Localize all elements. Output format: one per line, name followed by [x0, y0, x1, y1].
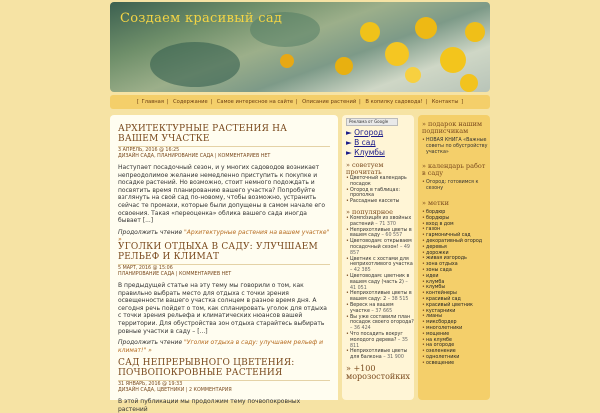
- post-2: [118, 243, 330, 354]
- post-comments[interactable]: 2 КОММЕНТАРИЯ: [188, 388, 232, 393]
- popular-item[interactable]: • Неприхотливые цветы в вашем саду – 60 557: [342, 228, 414, 240]
- tag-link[interactable]: • красивый цветник: [418, 303, 490, 309]
- gift-item[interactable]: • НОВАЯ КНИГА «Важные советы по обустройству участка»: [418, 138, 490, 155]
- tag-link[interactable]: • дорожки: [418, 251, 490, 257]
- nav-item-tips[interactable]: В копилку садовода! |: [365, 99, 428, 105]
- tag-link[interactable]: • миксбордер: [418, 320, 490, 326]
- post-comments[interactable]: КОММЕНТАРИЕВ НЕТ: [179, 272, 232, 277]
- widget-title-gift: » подарок нашим подписчикам: [422, 120, 483, 135]
- post-meta: 31 ЯНВАРЬ, 2016 @ 19:33 ДИЗАЙН САДА, ЦВЕТНИКИ | 2 КОММЕНТАРИЯ: [118, 380, 330, 394]
- tag-link[interactable]: • зоны сада: [418, 268, 490, 274]
- tag-link[interactable]: • на огороде: [418, 343, 490, 349]
- header-banner: [110, 2, 490, 92]
- post-meta: 3 АПРЕЛЬ, 2016 @ 16:25 ДИЗАЙН САДА, ПЛАНИРОВАНИЕ САДА | КОММЕНТАРИЕВ НЕТ: [118, 146, 330, 160]
- tag-link[interactable]: • идеи: [418, 274, 490, 280]
- post-categories[interactable]: ПЛАНИРОВАНИЕ САДА: [118, 272, 175, 277]
- tag-link[interactable]: • озеленение: [418, 349, 490, 355]
- tag-list: [418, 210, 490, 367]
- post-excerpt: В предыдущей статье на эту тему мы говорили о том, как правильно выбрать место для отдыха с точки зрения освещенности вашего участка солнцем в разное время дня. А сегодня речь пойдет о том, как спланировать уголок для отдыха с точки зрения рельефа и климатических нюансов вашей территории. Для обустройства зон отдыха старайтесь выбирать ровные участки в саду – [...]: [118, 282, 327, 335]
- post-comments[interactable]: КОММЕНТАРИЕВ НЕТ: [218, 154, 271, 159]
- ad-link-flowerbeds[interactable]: ► Клумбы: [346, 148, 385, 157]
- right-sidebar: [418, 115, 490, 400]
- nav-item-contents[interactable]: Содержание |: [173, 99, 213, 105]
- read-more: Продолжить чтение "Архитектурные растения на вашем участке" »: [118, 228, 330, 244]
- nav-item-contacts[interactable]: Контакты ]: [431, 99, 464, 105]
- widget-title-advice: » советуем прочитать: [346, 161, 384, 176]
- post-meta: 5 МАРТ, 2016 @ 15:06 ПЛАНИРОВАНИЕ САДА | КОММЕНТАРИЕВ НЕТ: [118, 264, 330, 278]
- post-categories[interactable]: ДИЗАЙН САДА, ПЛАНИРОВАНИЕ САДА: [118, 154, 214, 159]
- tag-link[interactable]: • бордюр: [418, 210, 490, 216]
- nav-item-plants[interactable]: Описание растений |: [302, 99, 361, 105]
- site-title[interactable]: Создаем красивый сад: [120, 11, 283, 26]
- ad-link-vegetable-garden[interactable]: ► Огород: [346, 128, 384, 137]
- tag-link[interactable]: • вход в дом: [418, 222, 490, 228]
- tag-link[interactable]: • контейнеры: [418, 291, 490, 297]
- nav-item-interesting[interactable]: Самое интересное на сайте |: [216, 99, 298, 105]
- post-categories[interactable]: ДИЗАЙН САДА, ЦВЕТНИКИ: [118, 388, 185, 393]
- tag-link[interactable]: • красивый сад: [418, 297, 490, 303]
- post-3: [118, 359, 330, 413]
- advice-item[interactable]: • Рассадные кассеты: [342, 199, 414, 205]
- post-excerpt: В этой публикации мы продолжим тему почвопокровных растений: [118, 398, 301, 413]
- tag-link[interactable]: • однолетники: [418, 355, 490, 361]
- popular-item[interactable]: • Вереск на вашем участке – 37 665: [342, 303, 414, 315]
- middle-sidebar: [342, 115, 414, 400]
- post-1: [118, 125, 330, 244]
- post-title[interactable]: АРХИТЕКТУРНЫЕ РАСТЕНИЯ НА ВАШЕМ УЧАСТКЕ: [118, 124, 288, 144]
- tag-link[interactable]: • живая изгородь: [418, 256, 490, 262]
- post-date: 5 МАРТ, 2016 @ 15:06: [118, 266, 173, 271]
- read-more-link[interactable]: "Уголки отдыха в саду: улучшаем рельеф и климат!" »: [118, 339, 324, 354]
- popular-item[interactable]: • Цветоводам: открываем посадочный сезон! – 49 857: [342, 239, 414, 256]
- post-date: 3 АПРЕЛЬ, 2016 @ 16:25: [118, 148, 180, 153]
- popular-item[interactable]: • Неприхотливые цветы для балкона – 31 900: [342, 349, 414, 361]
- post-title[interactable]: САД НЕПРЕРЫВНОГО ЦВЕТЕНИЯ: ПОЧВОПОКРОВНЫЕ РАСТЕНИЯ: [118, 358, 295, 378]
- widget-title-calendar: » календарь работ в саду: [422, 162, 486, 178]
- tag-link[interactable]: • кустарники: [418, 309, 490, 315]
- advice-item[interactable]: • Цветочный календарь посадок: [342, 176, 414, 188]
- widget-title-frost: » +100 морозостойких: [346, 363, 411, 381]
- post-date: 31 ЯНВАРЬ, 2016 @ 19:33: [118, 382, 183, 387]
- tag-link[interactable]: • декоративный огород: [418, 239, 490, 245]
- popular-item[interactable]: • Цветник с хостами для неприхотливого участка – 42 385: [342, 257, 414, 274]
- popular-item[interactable]: • Цветоводам: цветник в вашем саду (часть 2) – 41 051: [342, 274, 414, 291]
- tag-link[interactable]: • мощение: [418, 332, 490, 338]
- post-title[interactable]: УГОЛКИ ОТДЫХА В САДУ: УЛУЧШАЕМ РЕЛЬЕФ И КЛИМАТ: [118, 242, 318, 262]
- widget-title-tags: » метки: [422, 198, 449, 207]
- tag-link[interactable]: • деревья: [418, 245, 490, 251]
- page-wrapper: [110, 0, 490, 413]
- tag-link[interactable]: • на клумбе: [418, 338, 490, 344]
- read-more: Продолжить чтение "Уголки отдыха в саду: улучшаем рельеф и климат!" »: [118, 339, 324, 354]
- tag-link[interactable]: • многолетники: [418, 326, 490, 332]
- tag-link[interactable]: • лианы: [418, 314, 490, 320]
- main-navigation: [110, 95, 490, 109]
- tag-link[interactable]: • газон: [418, 227, 490, 233]
- google-ads-badge[interactable]: Реклама от Google: [346, 118, 398, 126]
- tag-link[interactable]: • освещение: [418, 361, 490, 367]
- tag-link[interactable]: • гармоничный сад: [418, 233, 490, 239]
- popular-item[interactable]: • Вы уже составили план посадок своего огорода? – 36 424: [342, 315, 414, 332]
- advice-item[interactable]: • Огород в таблицах: прополка: [342, 188, 414, 200]
- post-excerpt: Наступает посадочный сезон, и у многих садоводов возникает непреодолимое желание немедленно приступить к покупке и посадке растений. Но возможно, стоит немного подождать и посвятить время планированию вашего участка? Попробуйте взглянуть на свой сад по-новому, чтобы возможно, устранить сейчас те промахи, которые были допущены в самом начале его освоения. Такая «переоценка» облика вашего сада иногда бывает [...]: [118, 164, 325, 225]
- main-content: [110, 115, 338, 413]
- tag-link[interactable]: • клумба: [418, 280, 490, 286]
- popular-item[interactable]: • Неприхотливые цветы в вашем саду: 2 – 38 515: [342, 291, 414, 303]
- ad-link-garden[interactable]: ► В сад: [346, 138, 376, 147]
- popular-item[interactable]: • Композиция из хвойных растений – 71 370: [342, 216, 414, 228]
- tag-link[interactable]: • бордюры: [418, 216, 490, 222]
- nav-item-home[interactable]: [ Главная |: [136, 99, 169, 105]
- tag-link[interactable]: • клумбы: [418, 285, 490, 291]
- widget-title-popular: » популярное: [346, 207, 393, 216]
- popular-item[interactable]: • Что посадить вокруг молодого дерева? – 35 811: [342, 332, 414, 349]
- read-more-link[interactable]: "Архитектурные растения на вашем участке" »: [118, 228, 330, 244]
- calendar-item[interactable]: • Огород: готовимся к сезону: [418, 180, 490, 192]
- tag-link[interactable]: • зона отдыха: [418, 262, 490, 268]
